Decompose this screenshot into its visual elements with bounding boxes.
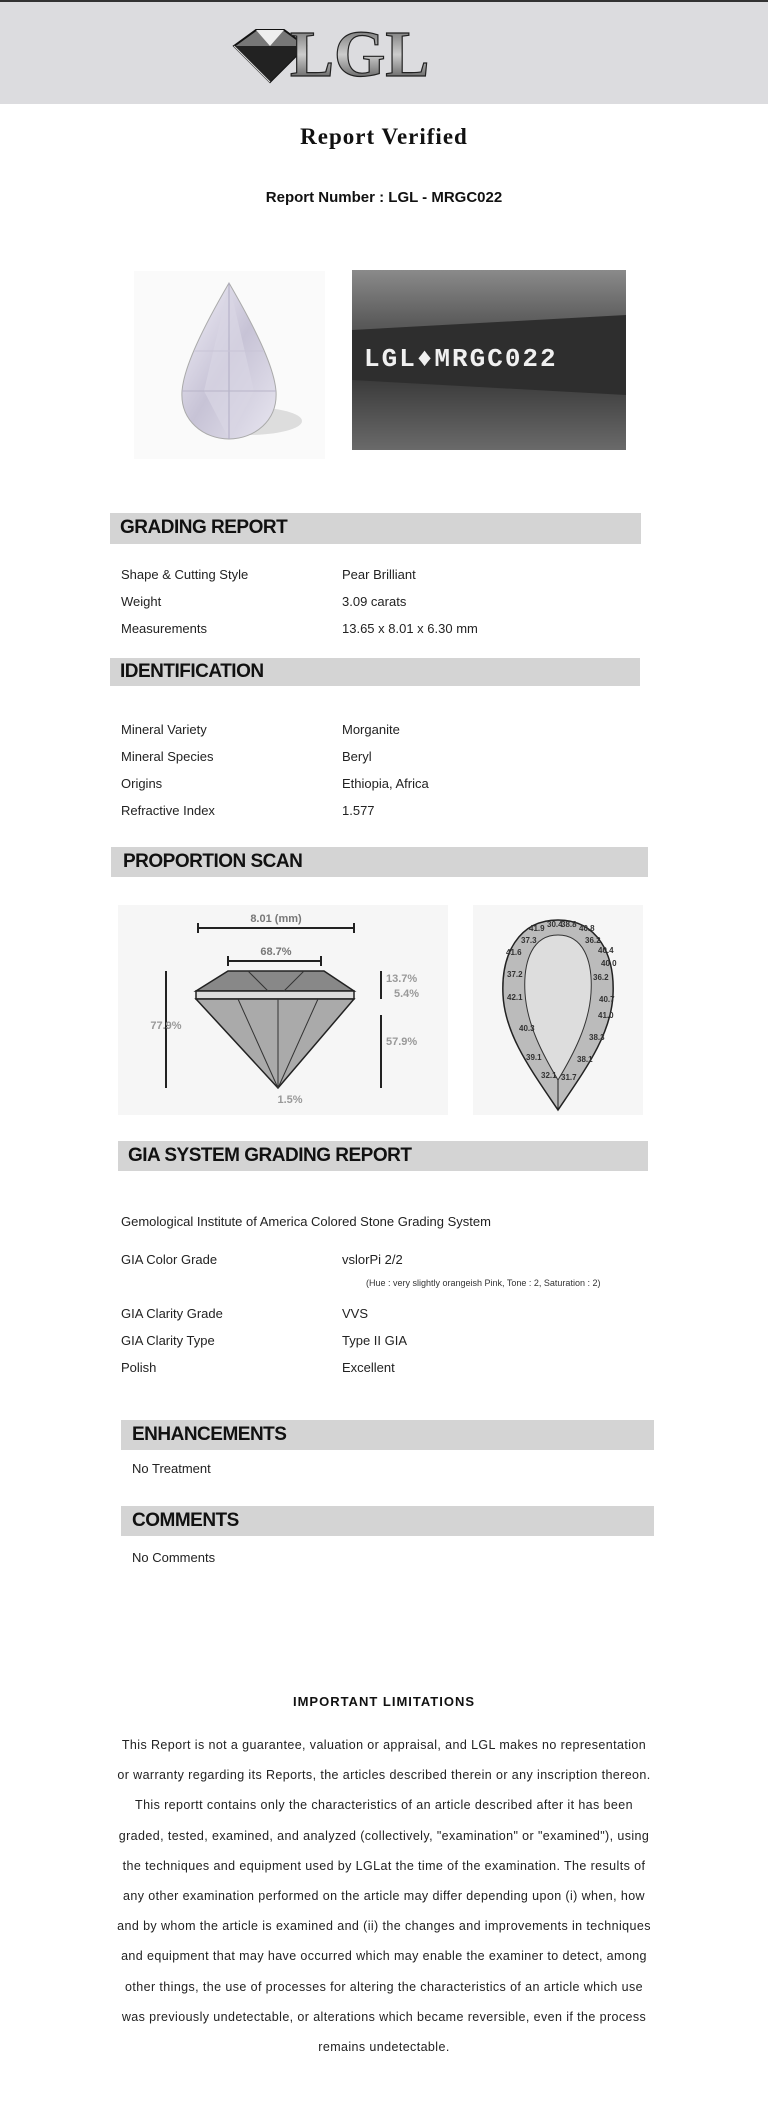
gia-row-label: GIA Clarity Type xyxy=(121,1333,215,1348)
top-view-diagram xyxy=(473,905,643,1115)
grading-row-value: 13.65 x 8.01 x 6.30 mm xyxy=(342,621,478,636)
limitations-text: This Report is not a guarantee, valuation or appraisal, and LGL makes no representation or warranty regarding its Reports, the articles described therein or any inscription thereon. This reportt contains only the characteristics of an article described after it has been graded, tested, examined, and analyzed (collectively, "examination" or "examined"), using the techniques and equipment used by LGLat the time of the examination. The results of any other examination performed on the article may differ depending upon (i) when, how and by whom the article is examined and (ii) the changes and improvements in techniques and equipment that may have occurred which may enable the examiner to detect, among other things, the use of processes for altering the characteristics of an article which use was previously undetectable, or alterations which became reversible, even if the process remains undetectable. xyxy=(117,1738,651,2055)
identification-row-label: Origins xyxy=(121,776,163,791)
lgl-logo xyxy=(232,10,497,92)
gia-heading: GIA SYSTEM GRADING REPORT xyxy=(118,1141,648,1171)
gia-color-row xyxy=(121,1252,641,1268)
facet-label: 40.4 xyxy=(598,946,614,955)
gia-color-value: vslorPi 2/2 xyxy=(342,1252,403,1267)
enhancements-heading: ENHANCEMENTS xyxy=(121,1420,654,1450)
facet-label: 41.9 xyxy=(529,924,545,933)
identification-row-label: Mineral Variety xyxy=(121,722,207,737)
facet-label: 32.1 xyxy=(541,1071,557,1080)
crown-label: 13.7% xyxy=(386,973,418,985)
culet-label: 1.5% xyxy=(277,1094,303,1106)
limitations-heading: IMPORTANT LIMITATIONS xyxy=(292,1694,476,1709)
inscription-photo xyxy=(352,270,626,450)
grading-row-label: Measurements xyxy=(121,621,207,636)
gia-row-value: VVS xyxy=(342,1306,369,1321)
facet-label: 40.7 xyxy=(599,995,615,1004)
side-profile-diagram xyxy=(118,905,448,1115)
logo-text: LGL xyxy=(290,18,430,91)
identification-row-label: Refractive Index xyxy=(121,803,215,818)
identification-row xyxy=(121,803,621,819)
report-number: Report Number : LGL - MRGC022 xyxy=(265,189,503,206)
identification-row-label: Mineral Species xyxy=(121,749,214,764)
gemstone-photo xyxy=(134,271,325,459)
identification-row-value: Morganite xyxy=(342,722,400,737)
identification-heading: IDENTIFICATION xyxy=(110,658,640,686)
facet-label: 37.2 xyxy=(507,970,523,979)
page-title: Report Verified xyxy=(300,124,468,149)
gia-row-value: Type II GIA xyxy=(342,1333,408,1348)
comments-text: No Comments xyxy=(132,1550,216,1565)
grading-row xyxy=(121,594,621,610)
gia-color-label: GIA Color Grade xyxy=(121,1252,218,1267)
identification-row xyxy=(121,776,621,792)
grading-row-value: 3.09 carats xyxy=(342,594,407,609)
gia-row-label: GIA Clarity Grade xyxy=(121,1306,223,1321)
identification-row-value: Beryl xyxy=(342,749,372,764)
gia-row xyxy=(121,1360,641,1376)
girdle-label: 5.4% xyxy=(394,988,420,1000)
facet-label: 36.2 xyxy=(585,936,601,945)
facet-label: 40.0 xyxy=(601,959,617,968)
facet-label: 37.3 xyxy=(521,936,537,945)
facet-label: 40.8 xyxy=(579,924,595,933)
facet-label: 39.1 xyxy=(526,1053,542,1062)
facet-label: 31.7 xyxy=(561,1073,577,1082)
table-label: 68.7% xyxy=(260,946,292,958)
facet-label: 38.1 xyxy=(577,1055,593,1064)
total-depth-label: 77.9% xyxy=(150,1020,182,1032)
inscription-text: LGL♦MRGC022 xyxy=(364,344,558,374)
gia-system-name: Gemological Institute of America Colored Stone Grading System xyxy=(121,1214,491,1229)
grading-row xyxy=(121,567,621,583)
comments-heading: COMMENTS xyxy=(121,1506,654,1536)
pavilion-label: 57.9% xyxy=(386,1036,418,1048)
grading-row-value: Pear Brilliant xyxy=(342,567,416,582)
facet-label: 40.3 xyxy=(519,1024,535,1033)
grading-row-label: Shape & Cutting Style xyxy=(121,567,249,582)
enhancements-text: No Treatment xyxy=(132,1461,211,1476)
identification-row xyxy=(121,722,621,738)
proportion-scan-heading: PROPORTION SCAN xyxy=(111,847,648,877)
facet-label: 38.8 xyxy=(561,920,577,929)
grading-row xyxy=(121,621,621,637)
grading-row-label: Weight xyxy=(121,594,162,609)
identification-row xyxy=(121,749,621,765)
facet-label: 30.4 xyxy=(547,920,563,929)
width-label: 8.01 (mm) xyxy=(250,913,302,925)
facet-label: 41.6 xyxy=(506,948,522,957)
gia-color-note: (Hue : very slightly orangeish Pink, Tone : 2, Saturation : 2) xyxy=(366,1278,601,1288)
identification-row-value: Ethiopia, Africa xyxy=(342,776,429,791)
facet-label: 36.2 xyxy=(593,973,609,982)
facet-label: 42.1 xyxy=(507,993,523,1002)
facet-label: 41.0 xyxy=(598,1011,614,1020)
gia-row xyxy=(121,1333,641,1349)
gia-row-value: Excellent xyxy=(342,1360,395,1375)
gia-row-label: Polish xyxy=(121,1360,157,1375)
grading-report-heading: GRADING REPORT xyxy=(110,513,641,544)
identification-row-value: 1.577 xyxy=(342,803,375,818)
gia-row xyxy=(121,1306,641,1322)
facet-label: 38.3 xyxy=(589,1033,605,1042)
